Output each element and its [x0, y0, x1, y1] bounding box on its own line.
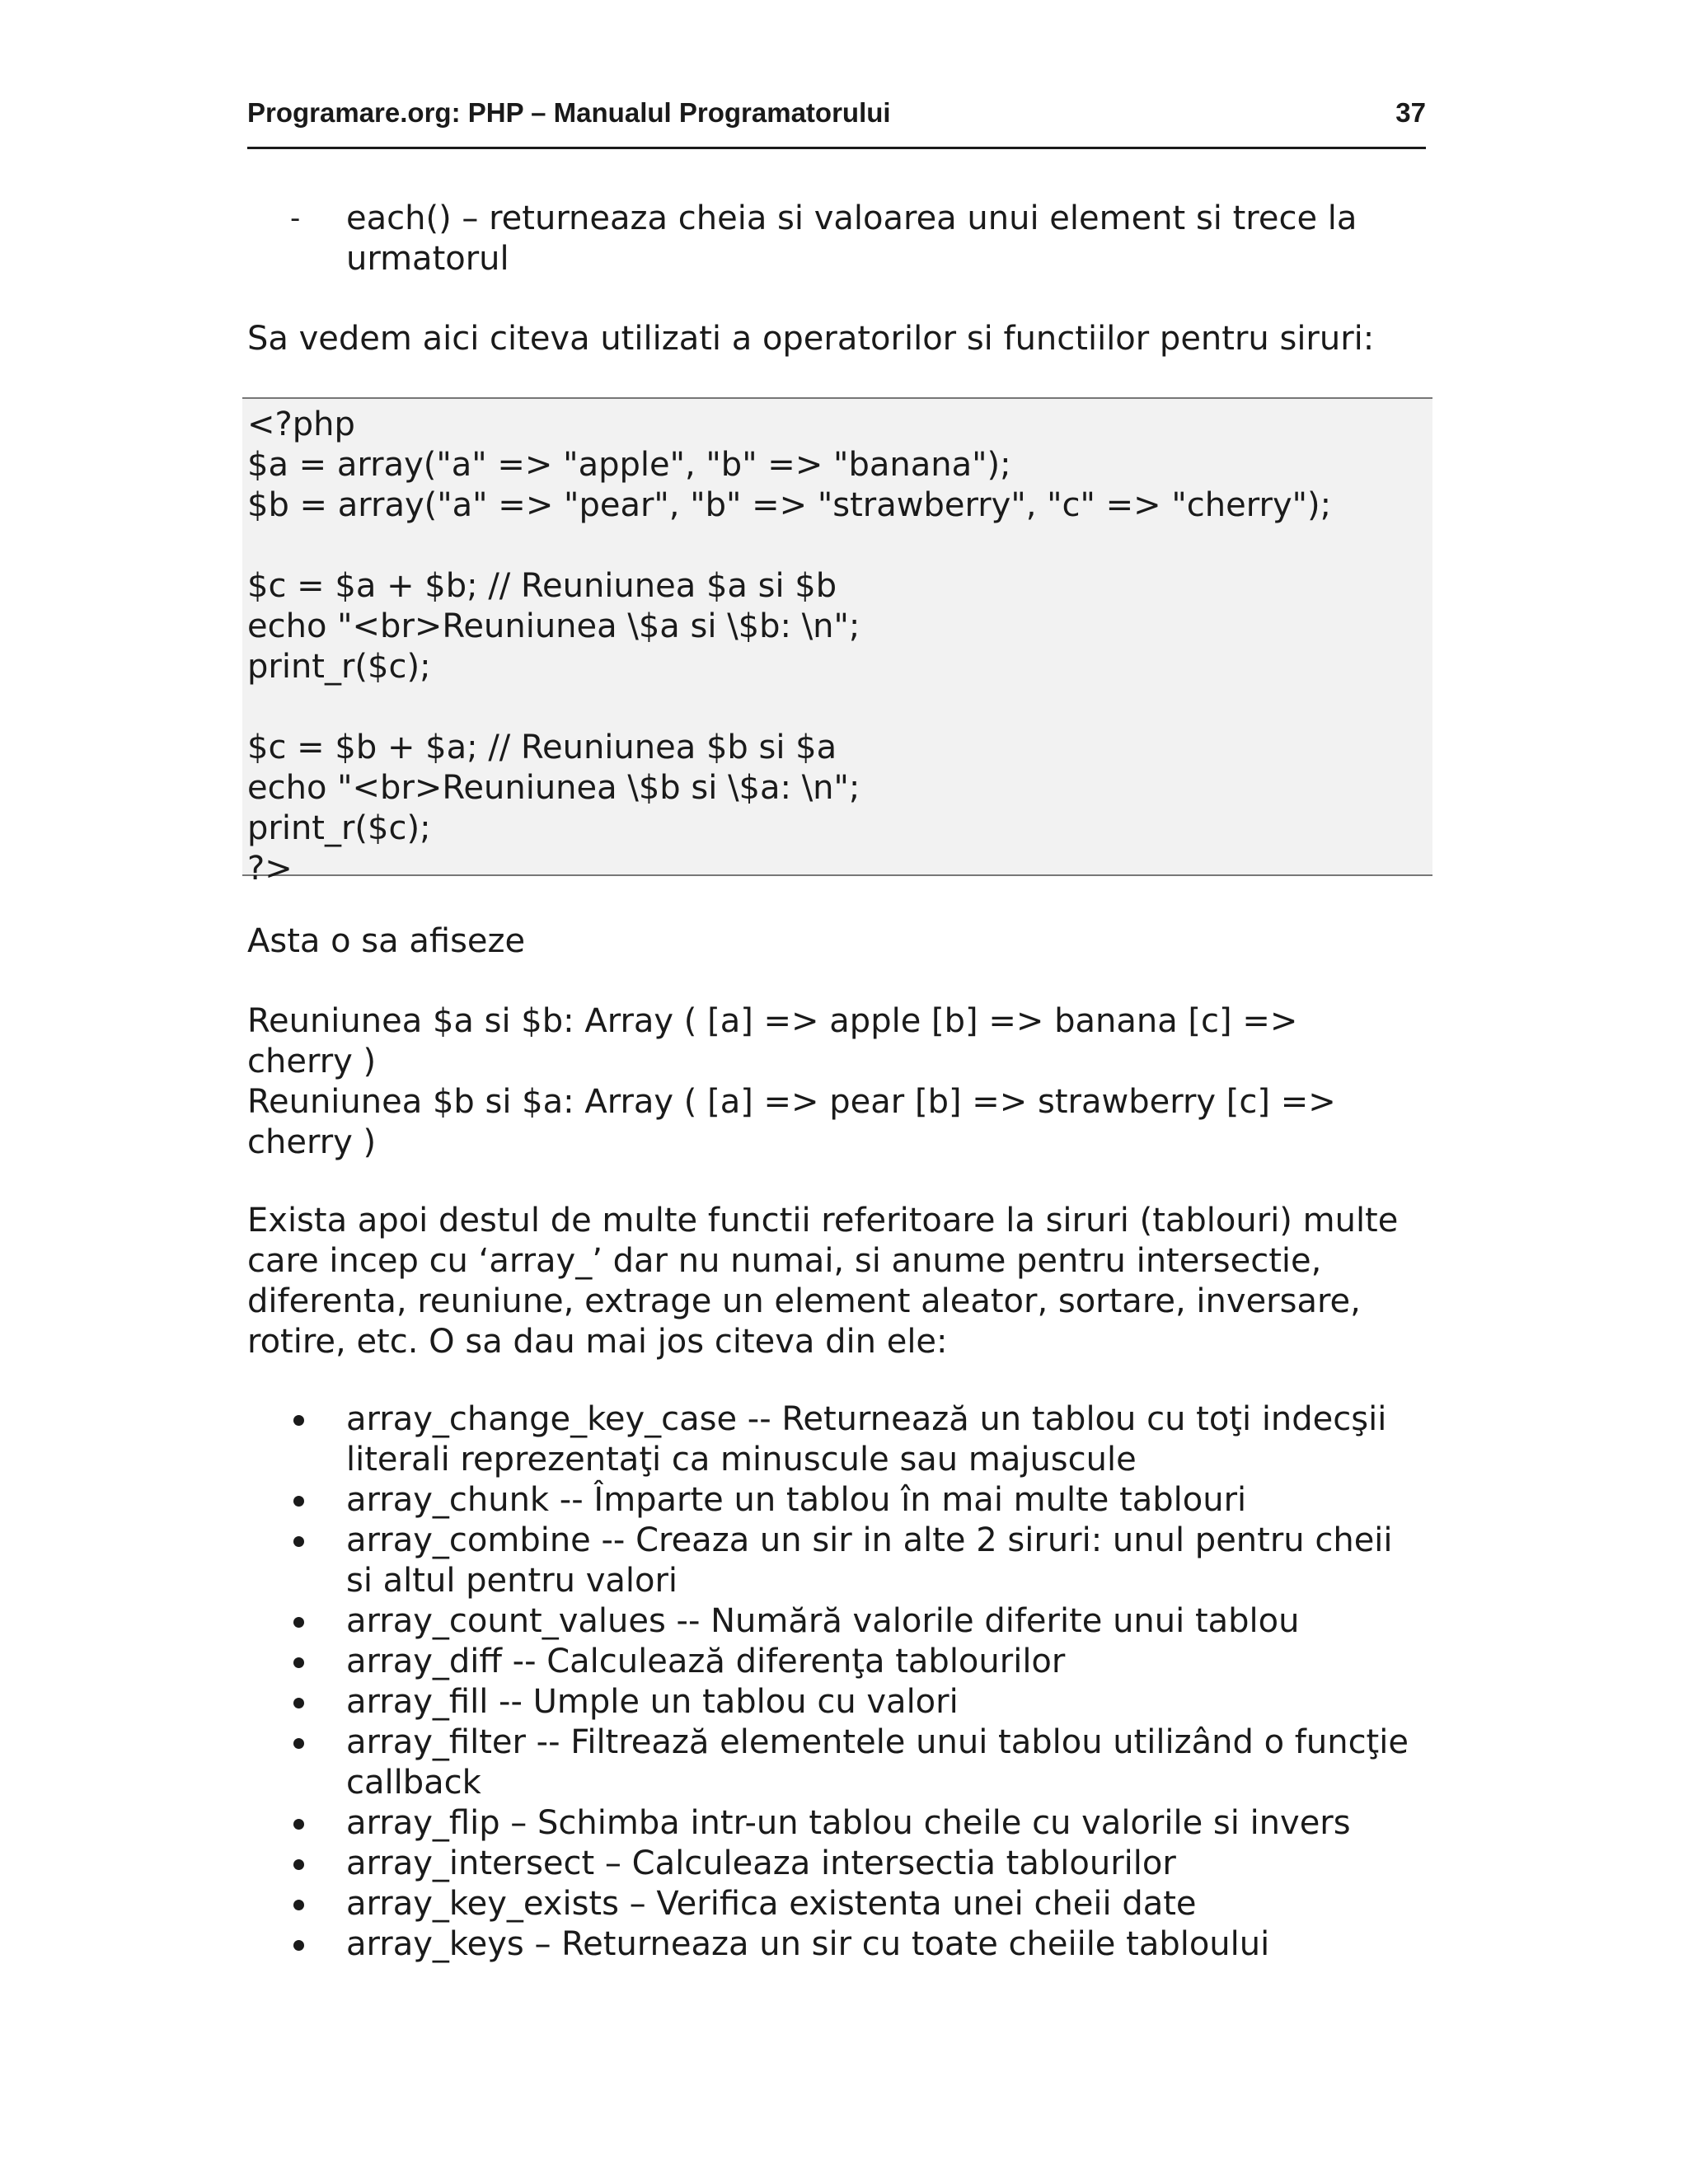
list-item-text: array_diff -- Calculează diferenţa tablourilor: [346, 1643, 1066, 1680]
bullet-icon: [293, 1940, 304, 1951]
list-item: [247, 1642, 1428, 1682]
code-line: print_r($c);: [247, 648, 431, 686]
bullet-icon: [293, 1698, 304, 1708]
bullet-icon: [293, 1900, 304, 1910]
bullet-icon: [293, 1536, 304, 1547]
code-line: print_r($c);: [247, 809, 431, 847]
list-item: [247, 1399, 1428, 1480]
list-item-text: array_count_values -- Numără valorile diferite unui tablou: [346, 1602, 1300, 1640]
page-header: [247, 97, 1426, 149]
bullet-icon: [293, 1415, 304, 1426]
code-blank-line: [247, 526, 1432, 566]
header-title: Programare.org: PHP – Manualul Programatorului: [247, 97, 891, 128]
code-line: $c = $b + $a; // Reuniunea $b si $a: [247, 729, 837, 766]
page-number: 37: [1395, 97, 1426, 128]
list-item: [247, 1601, 1428, 1642]
function-list: [247, 1399, 1428, 1965]
list-item: [247, 1884, 1428, 1924]
output-block: [247, 1001, 1385, 1163]
list-item: [247, 1722, 1428, 1803]
intro-sentence: Sa vedem aici citeva utilizati a operatorilor si functiilor pentru siruri:: [247, 320, 1375, 358]
code-line: $b = array("a" => "pear", "b" => "strawberry", "c" => "cherry");: [247, 486, 1332, 524]
bullet-icon: [293, 1496, 304, 1507]
list-item-text: array_combine -- Creaza un sir in alte 2 siruri: unul pentru cheii si altul pentru valori: [346, 1521, 1393, 1600]
list-item-text: array_flip – Schimba intr-un tablou cheile cu valorile si invers: [346, 1804, 1351, 1842]
paragraph-text: Exista apoi destul de multe functii referitoare la siruri (tablouri) multe care incep cu ‘array_’ dar nu numai, si anume pentru intersectie, diferenta, reuniune, extrage un element aleator, sortare, inversare, rotire, etc. O sa dau mai jos citeva din ele:: [247, 1202, 1399, 1361]
list-item: [247, 1521, 1428, 1601]
bullet-icon: [293, 1657, 304, 1668]
code-line: $a = array("a" => "apple", "b" => "banana");: [247, 446, 1011, 484]
bullet-icon: [293, 1819, 304, 1830]
list-item-text: array_keys – Returneaza un sir cu toate cheiile tabloului: [346, 1925, 1270, 1963]
code-block: [242, 397, 1432, 888]
list-item-text: array_filter -- Filtrează elementele unui tablou utilizând o funcţie callback: [346, 1723, 1409, 1802]
code-line: <?php: [247, 405, 355, 443]
list-item: [247, 1480, 1428, 1521]
bullet-icon: [293, 1859, 304, 1870]
output-line: Reuniunea $a si $b: Array ( [a] => apple [b] => banana [c] => cherry ): [247, 1002, 1298, 1080]
list-item: [247, 1844, 1428, 1884]
list-item: [247, 1924, 1428, 1965]
list-item-text: array_intersect – Calculeaza intersectia tablourilor: [346, 1844, 1176, 1882]
list-item-text: array_chunk -- Împarte un tablou în mai multe tablouri: [346, 1481, 1247, 1519]
output-line: Reuniunea $b si $a: Array ( [a] => pear [b] => strawberry [c] => cherry ): [247, 1083, 1336, 1161]
dash-marker: -: [290, 202, 301, 235]
dash-list-item: [247, 199, 1428, 279]
output-intro: Asta o sa afiseze: [247, 922, 526, 960]
list-item: [247, 1803, 1428, 1844]
list-item-text: array_key_exists – Verifica existenta unei cheii date: [346, 1885, 1197, 1923]
code-blank-line: [247, 687, 1432, 728]
list-item-text: array_change_key_case -- Returnează un tablou cu toţi indecşii literali reprezentaţi ca minuscule sau majuscule: [346, 1400, 1387, 1479]
list-item-text: array_fill -- Umple un tablou cu valori: [346, 1683, 959, 1721]
bullet-icon: [293, 1738, 304, 1749]
code-line: $c = $a + $b; // Reuniunea $a si $b: [247, 567, 837, 605]
code-line: echo "<br>Reuniunea \$b si \$a: \n";: [247, 769, 860, 807]
code-line: ?>: [247, 850, 293, 888]
code-line: echo "<br>Reuniunea \$a si \$b: \n";: [247, 607, 860, 645]
bullet-icon: [293, 1617, 304, 1628]
list-item: [247, 1682, 1428, 1722]
dash-item-text: each() – returneaza cheia si valoarea unui element si trece la urmatorul: [346, 199, 1357, 278]
body-paragraph: [247, 1201, 1428, 1362]
